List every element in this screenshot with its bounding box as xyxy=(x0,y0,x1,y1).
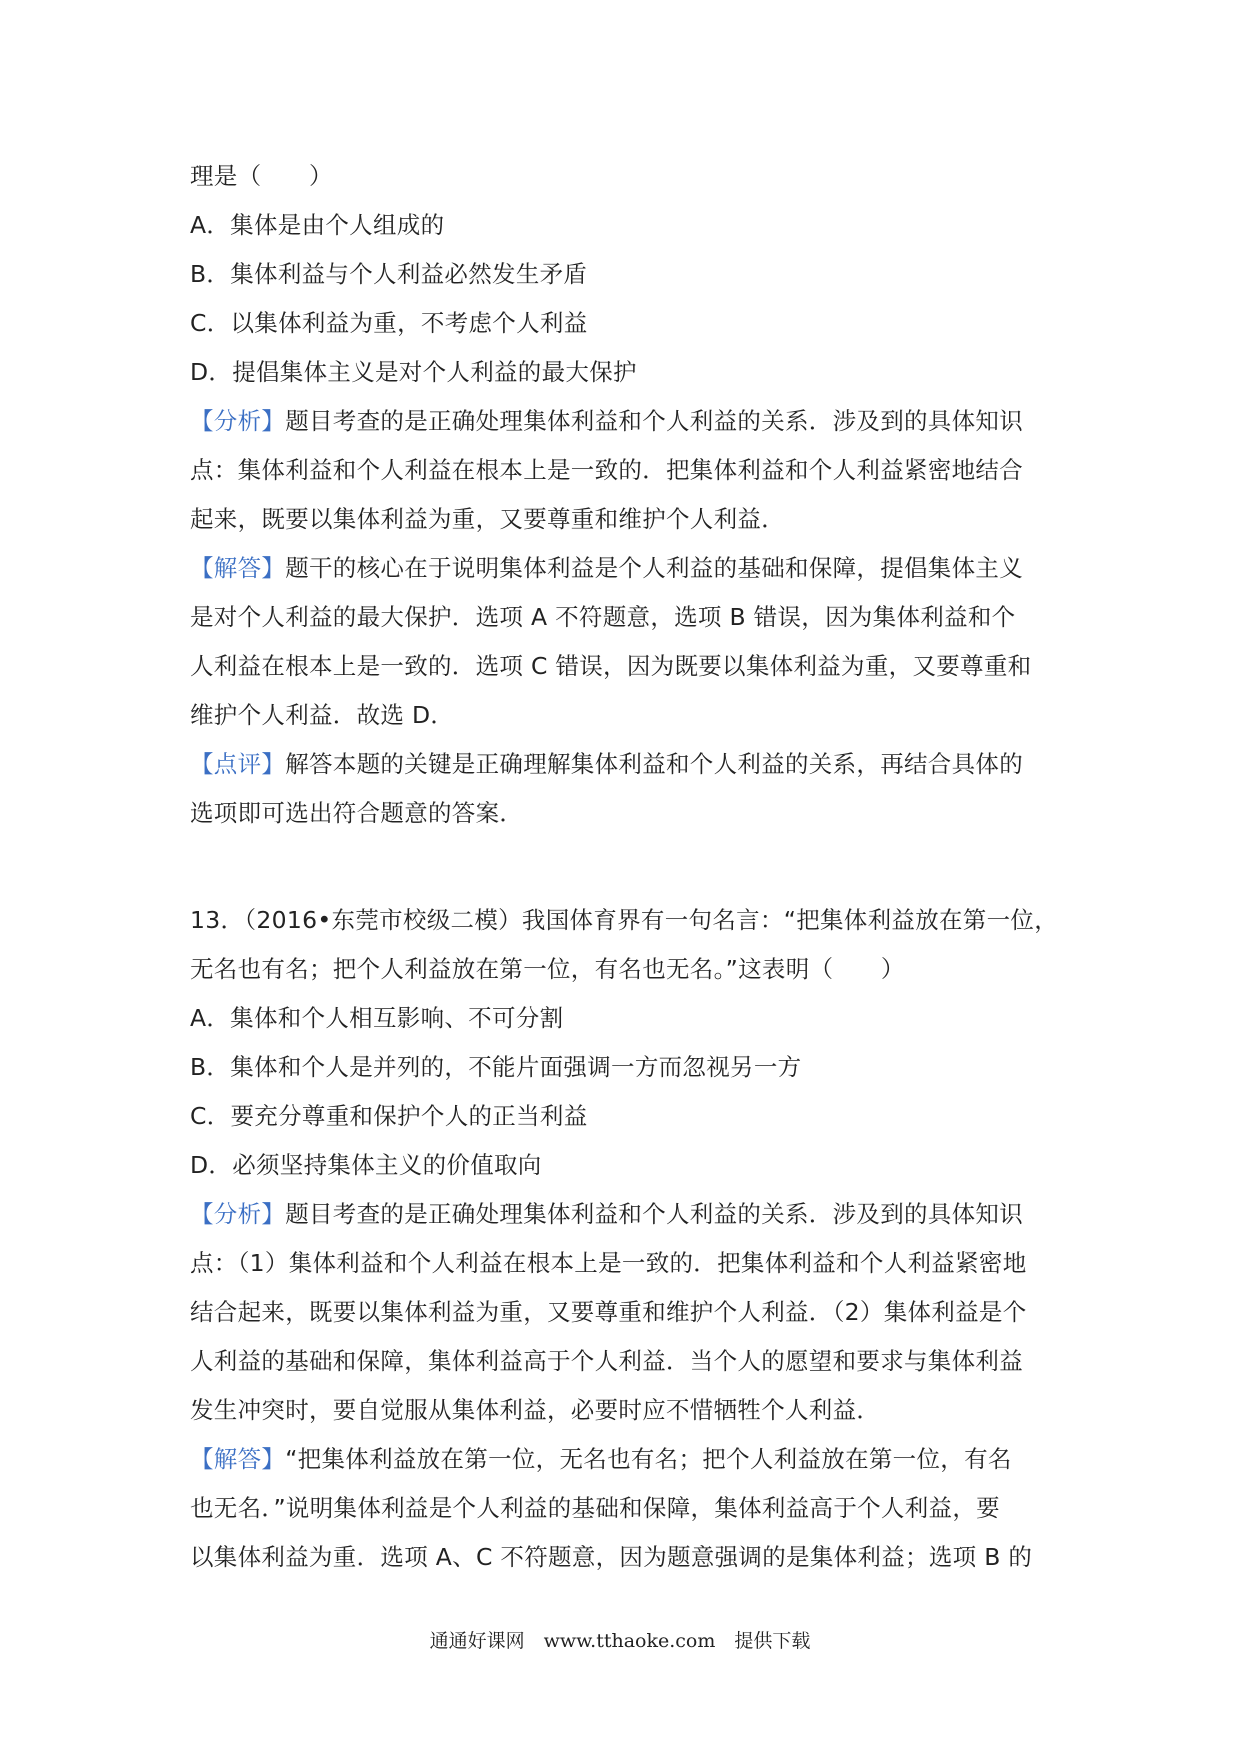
q13-stem-line-1: 13．（2016•东莞市校级二模）我国体育界有一句名言：“把集体利益放在第一位， xyxy=(190,906,1058,934)
q13-answer-line-2: 也无名．”说明集体利益是个人利益的基础和保障，集体利益高于个人利益，要 xyxy=(190,1494,1000,1522)
q13-option-b: B．集体和个人是并列的，不能片面强调一方而忽视另一方 xyxy=(190,1053,802,1081)
q13-answer-line-3: 以集体利益为重．选项 A、C 不符题意，因为题意强调的是集体利益；选项 B 的 xyxy=(190,1543,1033,1571)
answer-tag: 【解答】 xyxy=(190,554,286,582)
section-gap xyxy=(190,838,1070,896)
page-footer: 通通好课网 www.tthaoke.com 提供下载 xyxy=(429,1630,811,1652)
q12-answer-line-3: 人利益在根本上是一致的．选项 C 错误，因为既要以集体利益为重，又要尊重和 xyxy=(190,652,1032,680)
q13-analysis-line-5: 发生冲突时，要自觉服从集体利益，必要时应不惜牺牲个人利益． xyxy=(190,1396,881,1424)
q12-option-a: A．集体是由个人组成的 xyxy=(190,211,445,239)
q13-analysis-text-1: 题目考查的是正确处理集体利益和个人利益的关系．涉及到的具体知识 xyxy=(285,1200,1024,1228)
q12-analysis-line-2: 点：集体利益和个人利益在根本上是一致的．把集体利益和个人利益紧密地结合 xyxy=(190,456,1023,484)
q13-option-a: A．集体和个人相互影响、不可分割 xyxy=(190,1004,564,1032)
q12-answer-line-4: 维护个人利益．故选 D． xyxy=(190,701,455,729)
q12-option-c: C．以集体利益为重，不考虑个人利益 xyxy=(190,309,588,337)
q12-comment-line-1 xyxy=(190,740,1070,789)
q13-answer-line-1 xyxy=(190,1435,1070,1484)
q12-option-d: D．提倡集体主义是对个人利益的最大保护 xyxy=(190,358,637,386)
q12-answer-line-2: 是对个人利益的最大保护．选项 A 不符题意，选项 B 错误，因为集体利益和个 xyxy=(190,603,1016,631)
q12-comment-line-2: 选项即可选出符合题意的答案． xyxy=(190,799,524,827)
q13-stem-line-2: 无名也有名；把个人利益放在第一位，有名也无名。”这表明（ ） xyxy=(190,955,905,983)
q13-answer-text-1: “把集体利益放在第一位，无名也有名；把个人利益放在第一位，有名 xyxy=(285,1445,1012,1473)
q12-stem-tail: 理是（ ） xyxy=(190,162,333,190)
q13-analysis-line-3: 结合起来，既要以集体利益为重，又要尊重和维护个人利益．（2）集体利益是个 xyxy=(190,1298,1027,1326)
comment-tag: 【点评】 xyxy=(190,750,286,778)
analysis-tag: 【分析】 xyxy=(190,407,286,435)
q13-analysis-line-1 xyxy=(190,1190,1070,1239)
q13-analysis-line-4: 人利益的基础和保障，集体利益高于个人利益．当个人的愿望和要求与集体利益 xyxy=(190,1347,1023,1375)
answer-tag: 【解答】 xyxy=(190,1445,286,1473)
document-body xyxy=(190,152,1070,1582)
analysis-tag: 【分析】 xyxy=(190,1200,286,1228)
q13-option-c: C．要充分尊重和保护个人的正当利益 xyxy=(190,1102,588,1130)
q12-option-b: B．集体利益与个人利益必然发生矛盾 xyxy=(190,260,588,288)
q12-analysis-text-1: 题目考查的是正确处理集体利益和个人利益的关系．涉及到的具体知识 xyxy=(285,407,1024,435)
q13-option-d: D．必须坚持集体主义的价值取向 xyxy=(190,1151,542,1179)
q12-answer-text-1: 题干的核心在于说明集体利益是个人利益的基础和保障，提倡集体主义 xyxy=(285,554,1024,582)
q12-analysis-line-1 xyxy=(190,397,1070,446)
q12-analysis-line-3: 起来，既要以集体利益为重，又要尊重和维护个人利益． xyxy=(190,505,785,533)
q12-answer-line-1 xyxy=(190,544,1070,593)
q13-analysis-line-2: 点：（1）集体利益和个人利益在根本上是一致的．把集体利益和个人利益紧密地 xyxy=(190,1249,1027,1277)
q12-comment-text-1: 解答本题的关键是正确理解集体利益和个人利益的关系，再结合具体的 xyxy=(285,750,1024,778)
